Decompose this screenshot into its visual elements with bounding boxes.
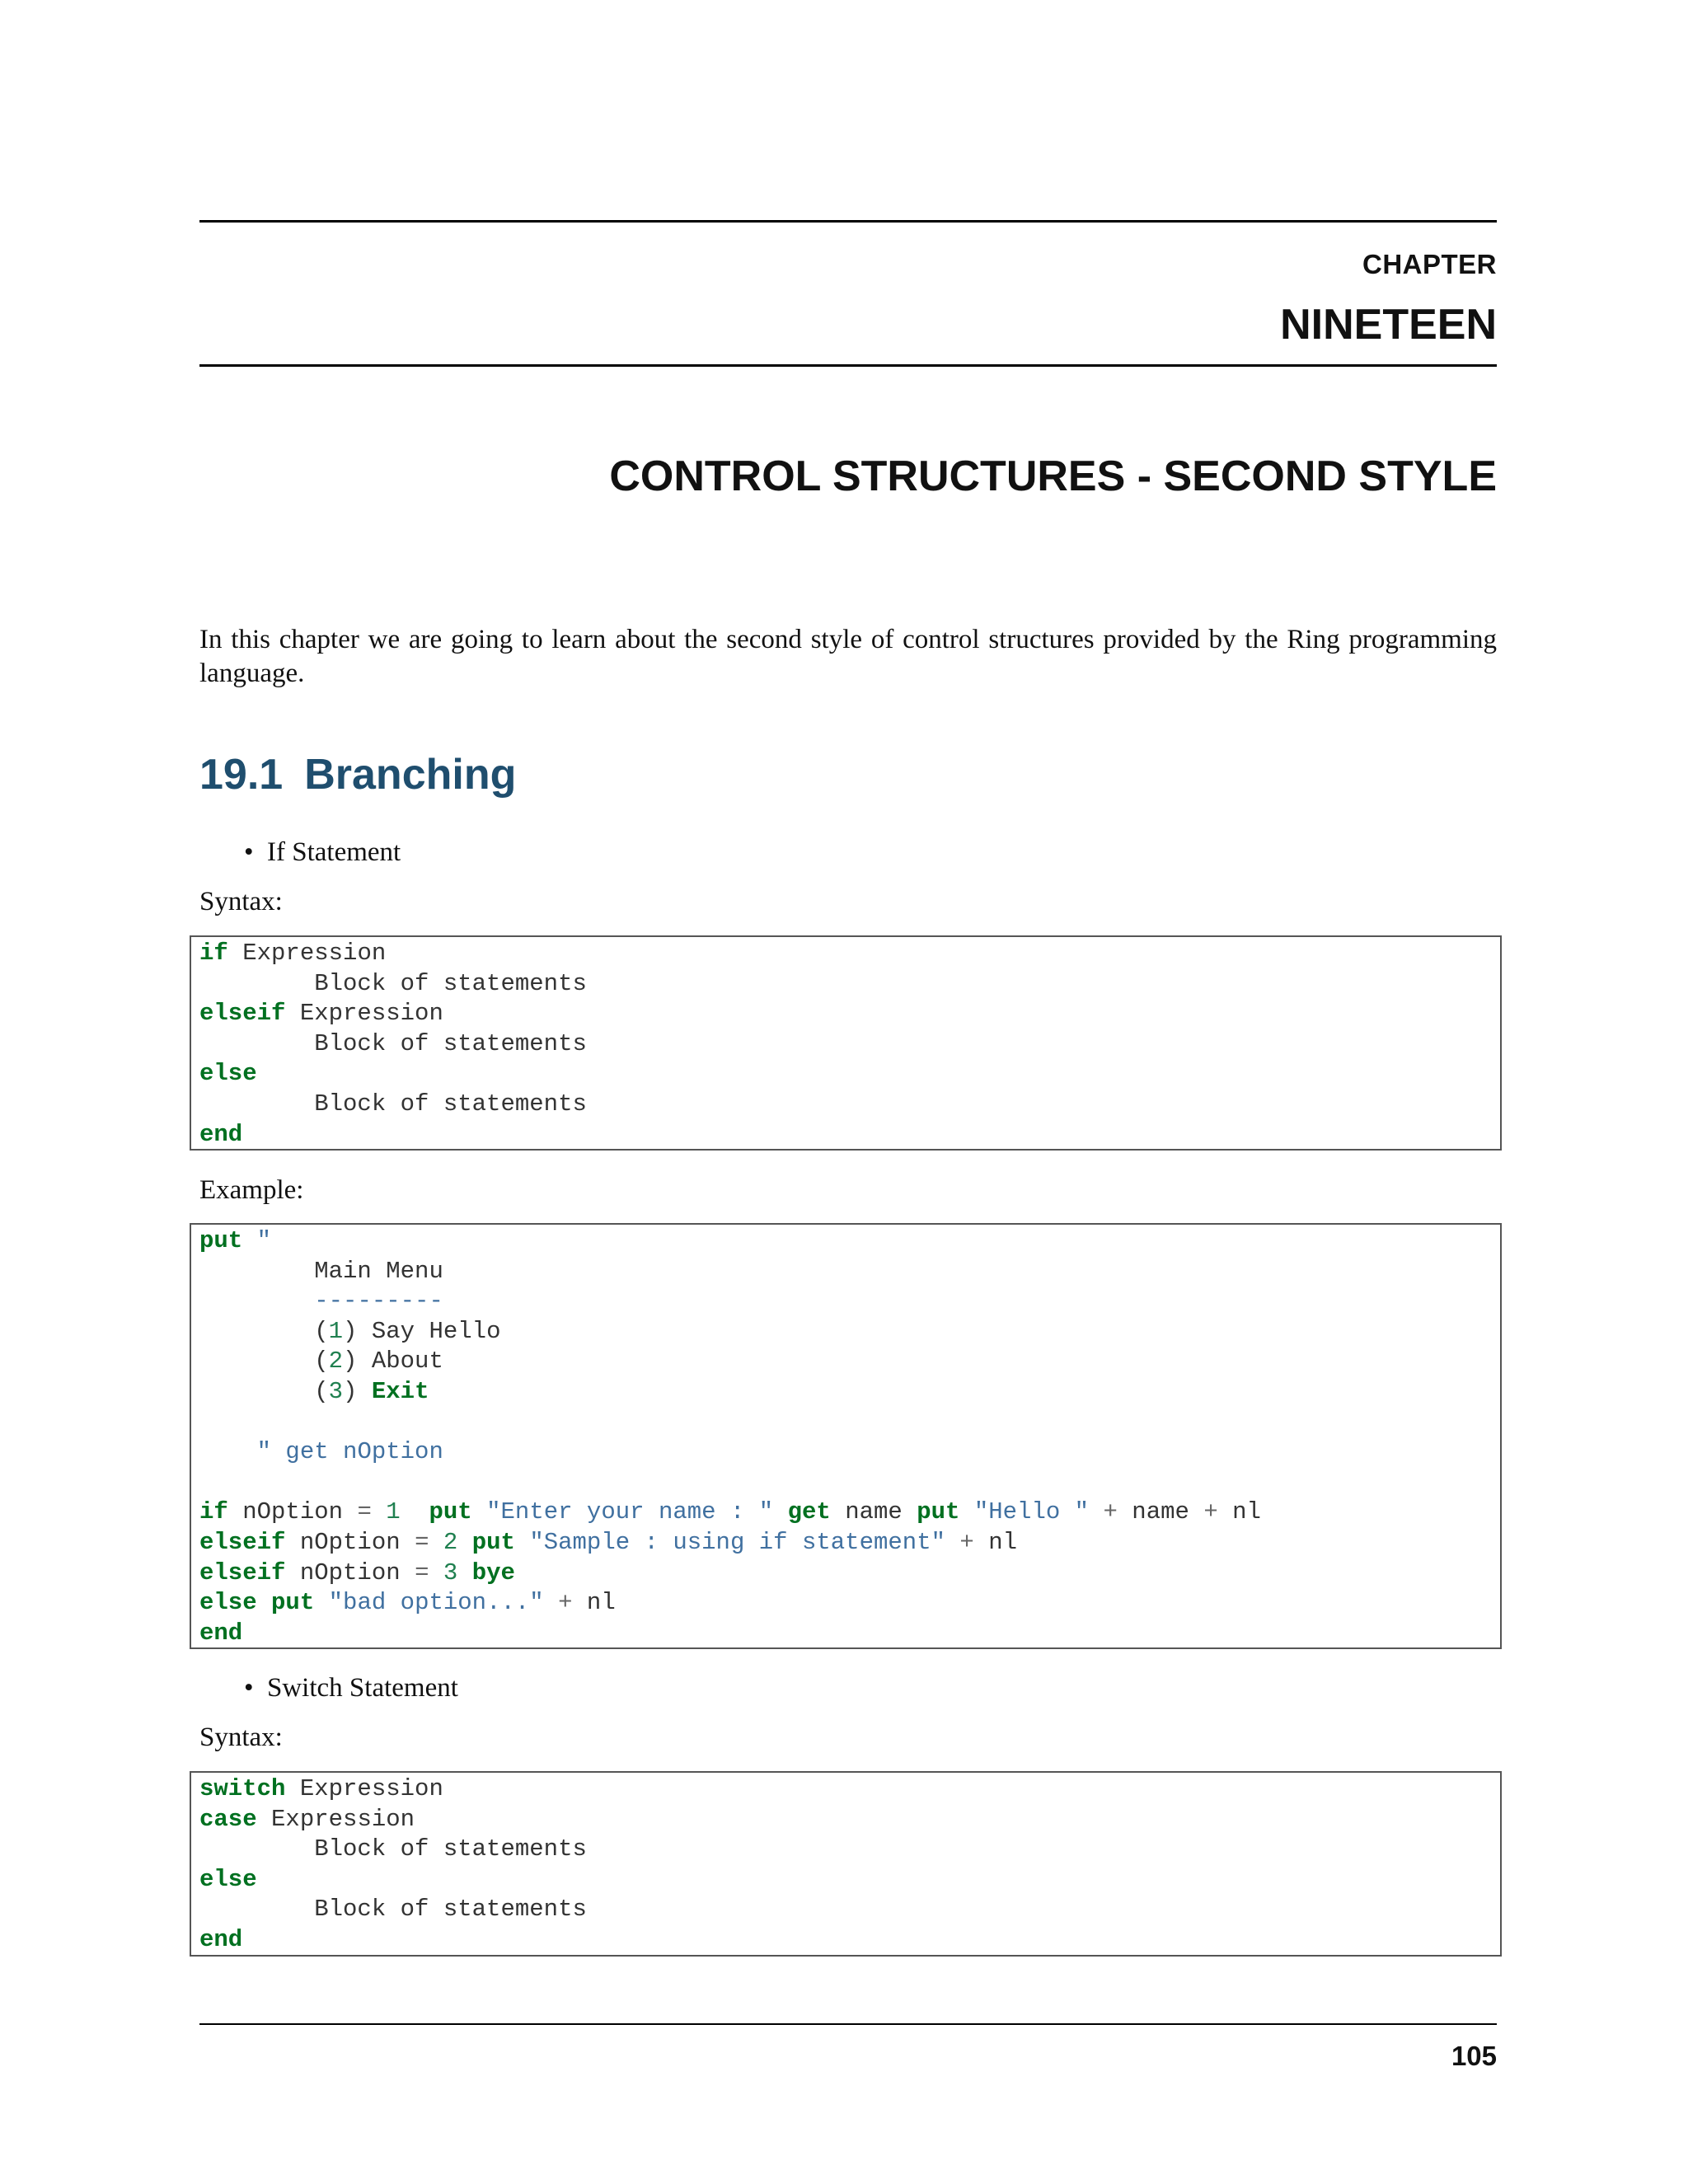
code-line: Block of statements bbox=[199, 1835, 587, 1863]
code-line: end bbox=[199, 1120, 243, 1148]
code-line: if nOption = 1 put "Enter your name : " get name put "Hello " + name + nl bbox=[199, 1498, 1261, 1526]
code-line: put " bbox=[199, 1227, 272, 1254]
intro-paragraph: In this chapter we are going to learn about the second style of control structures provided by the Ring programming language. bbox=[199, 625, 1497, 688]
syntax-label: Syntax: bbox=[199, 887, 283, 916]
code-line: else put "bad option..." + nl bbox=[199, 1589, 616, 1617]
code-line: switch Expression bbox=[199, 1775, 443, 1802]
header-bottom-rule bbox=[199, 364, 1497, 367]
chapter-title: CONTROL STRUCTURES - SECOND STYLE bbox=[609, 452, 1497, 500]
code-line: elseif nOption = 3 bye bbox=[199, 1558, 515, 1586]
code-if-syntax bbox=[191, 937, 1500, 1150]
code-line: elseif nOption = 2 put "Sample : using if statement" + nl bbox=[199, 1528, 1018, 1556]
code-if-example bbox=[191, 1225, 1500, 1648]
code-line: if Expression bbox=[199, 940, 387, 967]
bullet-icon: • bbox=[244, 1673, 254, 1703]
code-line: else bbox=[199, 1060, 257, 1088]
code-switch-syntax bbox=[191, 1773, 1500, 1956]
code-line: " get nOption bbox=[256, 1438, 443, 1466]
code-block-if-example bbox=[190, 1223, 1502, 1649]
page-number: 105 bbox=[1451, 2041, 1497, 2071]
code-block-if-syntax bbox=[190, 935, 1502, 1151]
bullet-icon: • bbox=[244, 837, 254, 867]
bullet-switch-statement bbox=[244, 1673, 458, 1704]
bullet-label: Switch Statement bbox=[267, 1673, 458, 1703]
code-line: end bbox=[199, 1619, 243, 1647]
code-line: (1) Say Hello bbox=[199, 1317, 501, 1345]
code-line: (2) About bbox=[199, 1347, 443, 1376]
bullet-label: If Statement bbox=[267, 837, 401, 867]
code-line: Main Menu bbox=[199, 1257, 443, 1285]
bullet-if-statement bbox=[244, 837, 401, 868]
code-line: Block of statements bbox=[199, 1896, 587, 1924]
code-line: Block of statements bbox=[199, 1090, 587, 1118]
code-line: Block of statements bbox=[199, 969, 587, 997]
section-number: 19.1 bbox=[199, 751, 284, 799]
chapter-label: CHAPTER bbox=[1362, 249, 1497, 279]
code-line: Block of statements bbox=[199, 1029, 587, 1057]
footer-rule bbox=[199, 2023, 1497, 2025]
syntax-label-2: Syntax: bbox=[199, 1722, 283, 1752]
code-line: (3) Exit bbox=[199, 1377, 429, 1405]
example-label: Example: bbox=[199, 1175, 304, 1205]
code-line: end bbox=[199, 1925, 243, 1953]
code-line: else bbox=[199, 1865, 257, 1893]
chapter-number: NINETEEN bbox=[1280, 301, 1497, 349]
section-title: Branching bbox=[304, 751, 517, 799]
code-block-switch-syntax bbox=[190, 1771, 1502, 1957]
header-top-rule bbox=[199, 220, 1497, 223]
code-line: --------- bbox=[314, 1287, 443, 1315]
code-line: elseif Expression bbox=[199, 1000, 443, 1028]
section-heading bbox=[199, 750, 516, 799]
code-line: case Expression bbox=[199, 1805, 415, 1833]
